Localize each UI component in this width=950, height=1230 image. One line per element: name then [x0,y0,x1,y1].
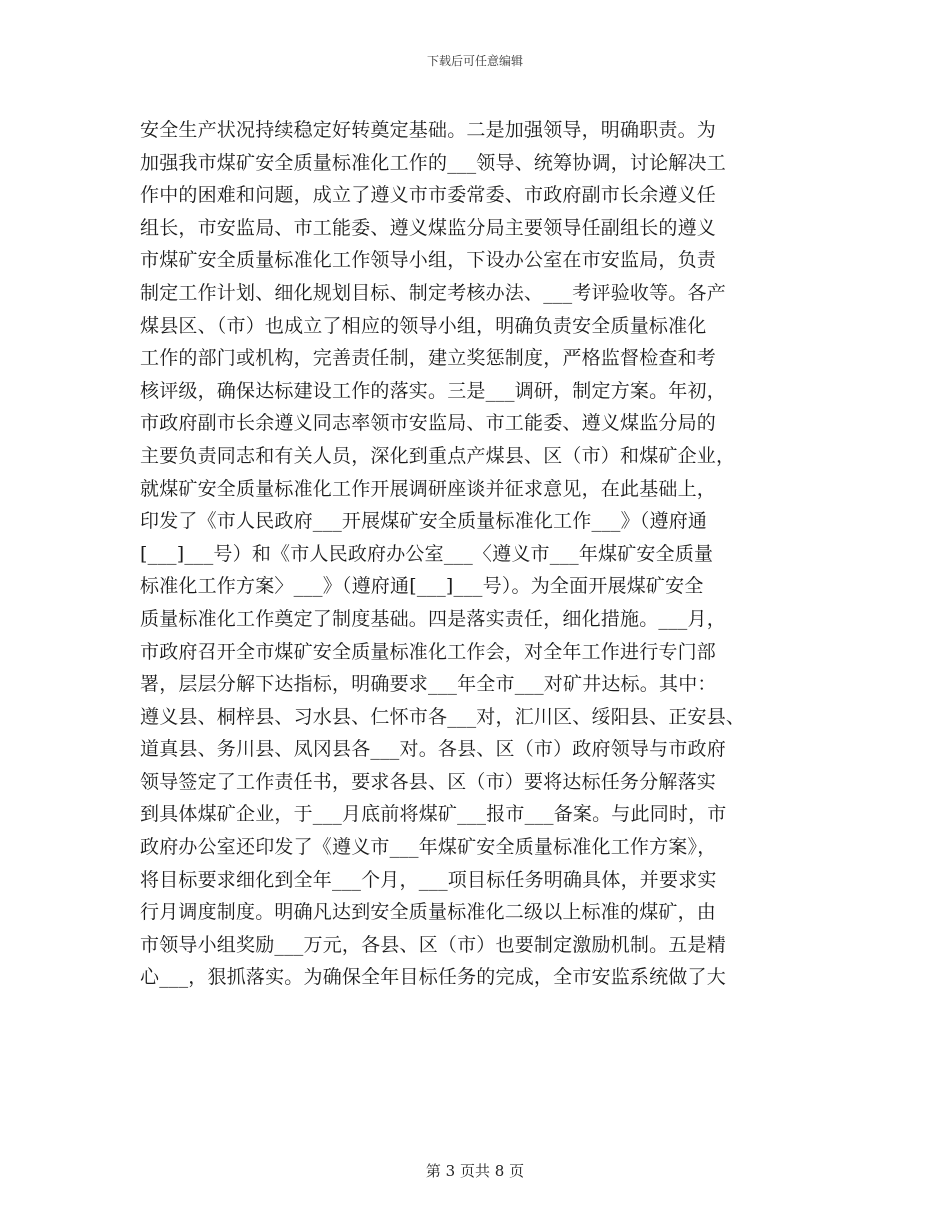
text-line: 印发了《市人民政府___开展煤矿安全质量标准化工作___》（遵府通 [140,510,708,533]
text-line: 制定工作计划、细化规划目标、制定考核办法、___考评验收等。各产 [140,281,726,304]
text-line: 就煤矿安全质量标准化工作开展调研座谈并征求意见，在此基础上， [140,477,717,500]
text-line: 市政府召开全市煤矿安全质量标准化工作会，对全年工作进行专门部 [140,640,717,663]
text-line: 标准化工作方案〉___》（遵府通[___]___号）。为全面开展煤矿安全 [140,575,704,598]
text-line: 道真县、务川县、凤冈县各___对。各县、区（市）政府领导与市政府 [140,738,726,761]
text-line: 安全生产状况持续稳定好转奠定基础。二是加强领导，明确职责。为 [140,119,717,141]
document-body [140,114,820,994]
text-line: 市领导小组奖励___万元，各县、区（市）也要制定激励机制。五是精 [140,933,726,956]
text-line: 作中的困难和问题，成立了遵义市市委常委、市政府副市长余遵义任 [140,184,717,207]
text-line: 领导签定了工作责任书，要求各县、区（市）要将达标任务分解落实 [140,770,717,793]
text-line: 心___，狠抓落实。为确保全年目标任务的完成，全市安监系统做了大 [140,966,726,989]
text-line: 煤县区、（市）也成立了相应的领导小组，明确负责安全质量标准化 [140,314,707,337]
text-line: 行月调度制度。明确凡达到安全质量标准化二级以上标准的煤矿，由 [140,901,717,924]
text-line: 核评级，确保达标建设工作的落实。三是___调研，制定方案。年初， [140,379,726,402]
text-line: 到具体煤矿企业，于___月底前将煤矿___报市___备案。与此同时，市 [140,803,727,826]
text-line: 加强我市煤矿安全质量标准化工作的___领导、统筹协调，讨论解决工 [140,151,726,174]
text-line: [___]___号）和《市人民政府办公室___〈遵义市___年煤矿安全质量 [140,542,714,565]
text-line: 市政府副市长余遵义同志率领市安监局、市工能委、遵义煤监分局的 [140,412,717,435]
text-line: 质量标准化工作奠定了制度基础。四是落实责任，细化措施。___月， [140,607,726,630]
text-line: 将目标要求细化到全年___个月，___项目标任务明确具体，并要求实 [140,868,717,891]
text-line: 遵义县、桐梓县、习水县、仁怀市各___对，汇川区、绥阳县、正安县、 [140,705,746,728]
text-line: 市煤矿安全质量标准化工作领导小组，下设办公室在市安监局，负责 [140,249,717,272]
text-line: 工作的部门或机构，完善责任制，建立奖惩制度，严格监督检查和考 [140,347,717,370]
text-line: 主要负责同志和有关人员，深化到重点产煤县、区（市）和煤矿企业， [140,444,736,467]
text-line: 政府办公室还印发了《遵义市___年煤矿安全质量标准化工作方案》， [140,836,717,859]
page-header: 下载后可任意编辑 [426,54,523,68]
text-line: 署，层层分解下达指标，明确要求___年全市___对矿井达标。其中： [140,673,717,696]
text-line: 组长，市安监局、市工能委、遵义煤监分局主要领导任副组长的遵义 [140,216,717,239]
page-footer: 第 3 页共 8 页 [425,1162,525,1180]
